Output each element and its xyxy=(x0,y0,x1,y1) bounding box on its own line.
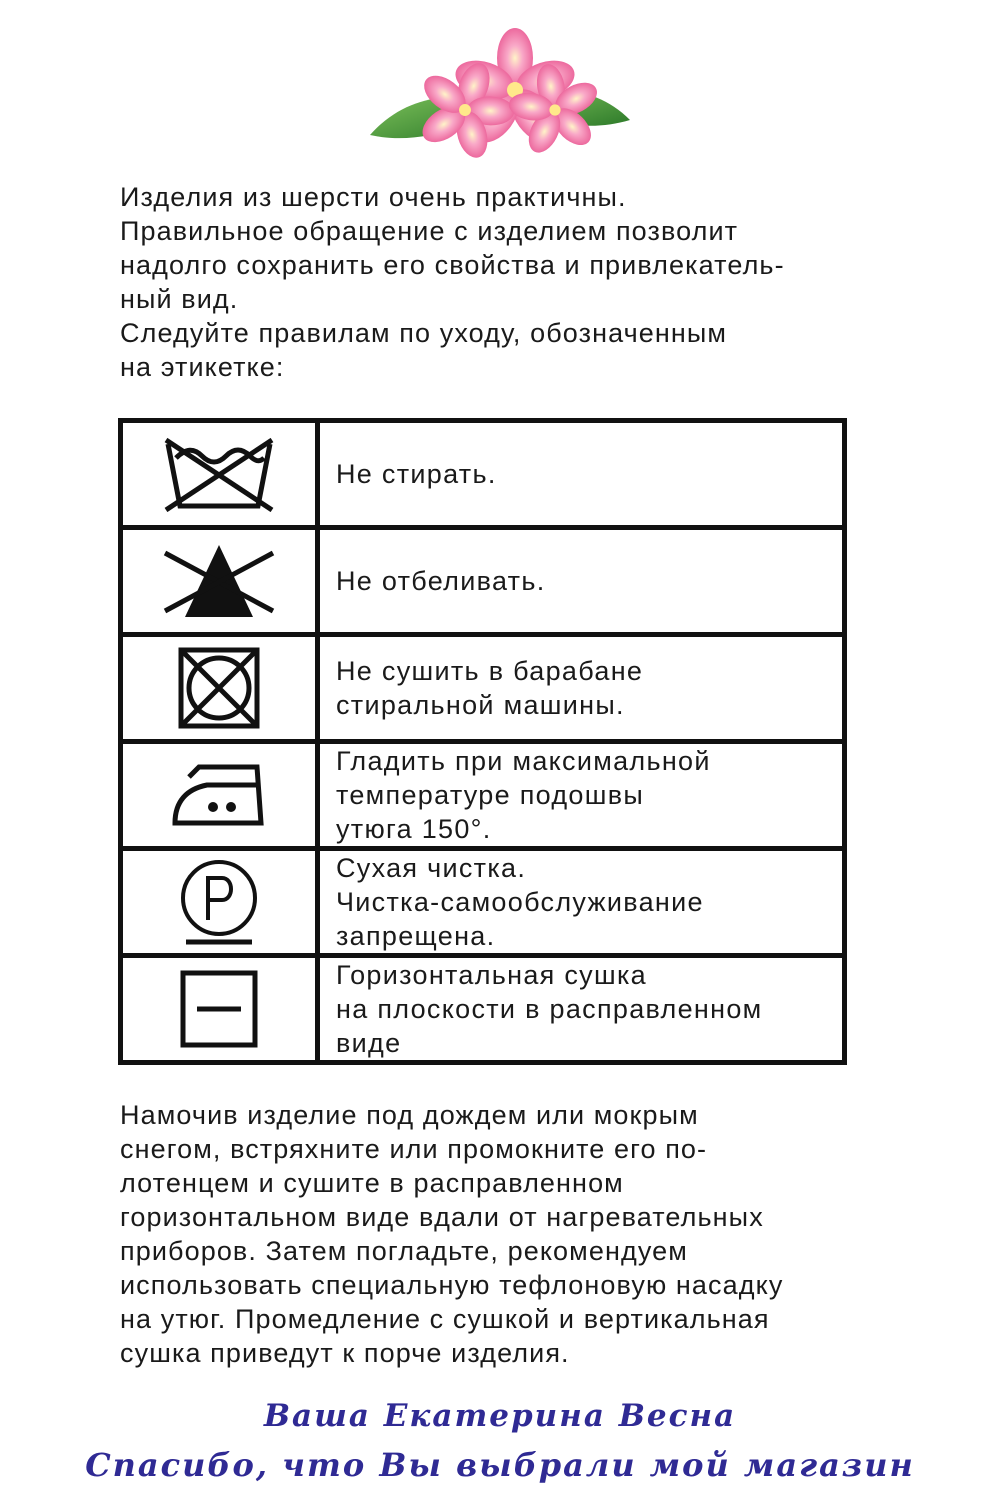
dry-flat-icon xyxy=(179,969,259,1049)
frangipani-flower-icon xyxy=(365,10,635,160)
care-symbols-table xyxy=(118,418,847,1065)
signature-name: Ваша Екатерина Весна xyxy=(263,1398,737,1434)
care-row-no-bleach xyxy=(121,528,845,635)
intro-paragraph-1: Изделия из шерсти очень практичны. Правильное обращение с изделием позволит надолго сохранить его свойства и привлекатель- ный вид. xyxy=(120,182,785,314)
care-text-no-bleach: Не отбеливать. xyxy=(318,528,845,635)
care-text-iron: Гладить при максимальной температуре подошвы утюга 150°. xyxy=(318,742,845,849)
care-row-no-wash xyxy=(121,421,845,528)
care-icon-cell xyxy=(121,956,318,1063)
care-row-no-tumble-dry xyxy=(121,635,845,742)
intro-text xyxy=(120,180,920,384)
care-text-dry-flat: Горизонтальная сушка на плоскости в расправленном виде xyxy=(318,956,845,1063)
do-not-bleach-icon xyxy=(161,541,277,621)
do-not-tumble-dry-icon xyxy=(177,646,261,730)
care-text-no-wash: Не стирать. xyxy=(318,421,845,528)
care-text-dry-clean: Сухая чистка. Чистка-самообслуживание запрещена. xyxy=(318,849,845,956)
care-icon-cell xyxy=(121,742,318,849)
care-icon-cell xyxy=(121,849,318,956)
care-row-dry-flat xyxy=(121,956,845,1063)
signature-thanks: Спасибо, что Вы выбрали мой магазин xyxy=(85,1446,915,1484)
care-icon-cell xyxy=(121,528,318,635)
iron-two-dots-icon xyxy=(169,763,269,827)
dry-clean-p-icon xyxy=(176,858,262,946)
care-row-iron xyxy=(121,742,845,849)
care-icon-cell xyxy=(121,635,318,742)
care-icon-cell xyxy=(121,421,318,528)
care-row-dry-clean xyxy=(121,849,845,956)
do-not-wash-icon xyxy=(164,436,274,512)
outro-text: Намочив изделие под дождем или мокрым снегом, встряхните или промокните его по- лотенцем и сушите в расправленном горизонтальном виде вдали от нагревательных приборов. Затем погладьте, рекомендуем использовать специальную тефлоновую насадку на утюг. Промедление с сушкой и вертикальная сушка приведут к порче изделия. xyxy=(120,1100,784,1368)
care-text-no-tumble-dry: Не сушить в барабане стиральной машины. xyxy=(318,635,845,742)
intro-paragraph-2: Следуйте правилам по уходу, обозначенным на этикетке: xyxy=(120,318,728,382)
